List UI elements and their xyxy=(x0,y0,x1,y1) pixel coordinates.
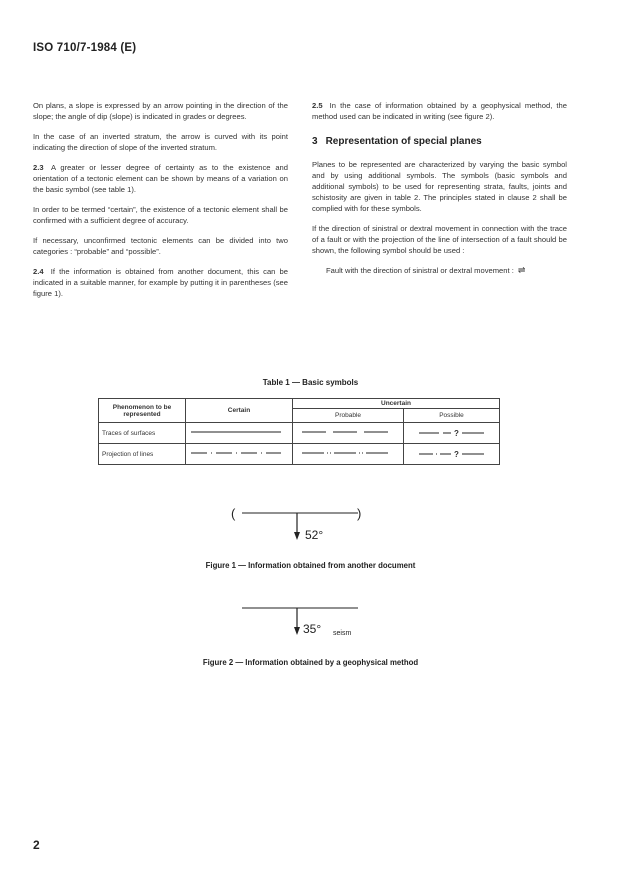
fault-label: Fault with the direction of sinistral or dextral movement : xyxy=(326,266,514,275)
dash-dot-line-symbol xyxy=(189,449,283,457)
fault-symbol-line xyxy=(326,265,567,276)
clause-text: In the case of information obtained by a geophysical method, the method used can be indicated in writing (see figure 2). xyxy=(312,101,567,121)
solid-line-symbol xyxy=(189,428,283,436)
header-probable: Probable xyxy=(293,409,404,423)
figure-2-caption: Figure 2 — Information obtained by a geophysical method xyxy=(202,658,419,667)
clause-text: A greater or lesser degree of certainty as to the existence and orientation of a tectonic element can be shown by means of a variation on the basic symbol (see table 1). xyxy=(33,163,288,194)
dash-right-symbol xyxy=(460,429,486,437)
page-number: 2 xyxy=(33,838,40,852)
clause-number: 2.4 xyxy=(33,267,44,276)
paragraph-inverted-stratum: In the case of an inverted stratum, the arrow is curved with its point indicating the direction of slope of the inverted stratum. xyxy=(33,132,288,152)
dip-angle-label: 35° xyxy=(303,622,322,636)
left-column xyxy=(33,100,288,308)
section-title: Representation of special planes xyxy=(325,136,482,147)
question-mark: ? xyxy=(454,449,459,459)
section-heading xyxy=(312,136,567,147)
possible-symbol-wrap xyxy=(407,444,496,464)
dash-left-symbol xyxy=(417,429,453,437)
dash-dot-dash-symbol xyxy=(296,449,394,457)
method-label: seism xyxy=(333,630,352,637)
paragraph-2-4 xyxy=(33,266,288,299)
fault-direction-icon: ⇌ xyxy=(517,265,526,275)
open-parenthesis: ( xyxy=(231,506,236,521)
document-header: ISO 710/7-1984 (E) xyxy=(33,42,137,54)
dashed-line-symbol xyxy=(296,428,394,436)
close-parenthesis: ) xyxy=(357,506,362,521)
header-certain: Certain xyxy=(186,399,293,423)
clause-number: 2.3 xyxy=(33,163,44,172)
paragraph-planes: Planes to be represented are characterized by varying the basic symbol and by using additional symbols. The symbols (basic symbols and additional symbols) to be used for representing strata, faults, joints and schistosity are given in table 2. The principles stated in clause 2 shall be complied with for these symbols. xyxy=(312,160,567,213)
paragraph-fault-direction: If the direction of sinistral or dextral movement in connection with the trace of a fault or with the projection of the line of intersection of a fault should be shown, the following symbol should be used : xyxy=(312,224,567,255)
right-column xyxy=(312,100,567,276)
possible-symbol xyxy=(404,444,500,465)
header-phenomenon: Phenomenon to be represented xyxy=(99,399,186,423)
probable-symbol xyxy=(293,444,404,465)
question-mark: ? xyxy=(454,428,459,438)
table-caption: Table 1 — Basic symbols xyxy=(262,378,359,387)
paragraph-unconfirmed: If necessary, unconfirmed tectonic elements can be divided into two categories : “probable” and “possible”. xyxy=(33,236,288,256)
figure-1-caption: Figure 1 — Information obtained from another document xyxy=(205,561,416,570)
row-label: Traces of surfaces xyxy=(99,423,186,444)
paragraph-slope: On plans, a slope is expressed by an arrow pointing in the direction of the slope; the angle of dip (slope) is indicated in grades or degrees. xyxy=(33,101,288,121)
paragraph-2-3 xyxy=(33,162,288,195)
possible-symbol xyxy=(404,423,500,444)
header-uncertain: Uncertain xyxy=(293,399,500,409)
dash-left-symbol xyxy=(417,450,453,458)
basic-symbols-table xyxy=(98,398,500,465)
dip-angle-label: 52° xyxy=(305,528,324,542)
certain-symbol xyxy=(186,444,293,465)
header-possible: Possible xyxy=(404,409,500,423)
clause-text: If the information is obtained from another document, this can be indicated in a suitable manner, for example by putting it in parentheses (see figure 1). xyxy=(33,267,288,298)
section-number: 3 xyxy=(312,136,318,147)
paragraph-certain: In order to be termed “certain”, the existence of a tectonic element shall be confirmed with a sufficient degree of accuracy. xyxy=(33,205,288,225)
certain-symbol xyxy=(186,423,293,444)
probable-symbol xyxy=(293,423,404,444)
table-row xyxy=(99,423,500,444)
row-label: Projection of lines xyxy=(99,444,186,465)
possible-symbol-wrap xyxy=(407,423,496,443)
paragraph-2-5 xyxy=(312,100,567,122)
strike-dip-symbol xyxy=(240,508,360,544)
clause-number: 2.5 xyxy=(312,101,323,110)
table-row xyxy=(99,444,500,465)
dash-right-symbol xyxy=(460,450,486,458)
